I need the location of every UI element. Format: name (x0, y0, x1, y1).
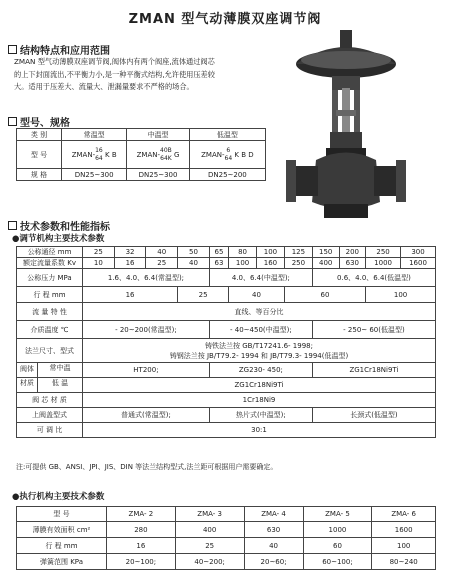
row-label: 阀 芯 材 质 (17, 393, 83, 408)
table-cell: 250 (366, 247, 401, 258)
table-cell: 400 (175, 522, 244, 538)
table-cell: ZG230- 450; (209, 363, 312, 378)
table-cell: 32 (114, 247, 146, 258)
model-spec-table (16, 128, 266, 181)
table-cell: 65 (209, 247, 228, 258)
table-header-cell: 中温型 (127, 129, 189, 141)
table-cell: 630 (244, 522, 303, 538)
table-cell: 80 (229, 247, 257, 258)
table-cell: 60 (284, 287, 365, 303)
row-label: 可 调 比 (17, 423, 83, 438)
table-cell: 1000 (366, 258, 401, 269)
table-header-cell: 类 别 (17, 129, 62, 141)
table-cell: 30:1 (83, 423, 436, 438)
table-cell: 长颈式(低温型) (312, 408, 435, 423)
table-cell: 1600 (372, 522, 436, 538)
table-cell: 100 (372, 538, 436, 554)
table-cell: 250 (284, 258, 312, 269)
table-cell: 125 (284, 247, 312, 258)
table-cell: 80~240 (372, 554, 436, 570)
section-model-heading: 型号、规格 (8, 114, 70, 129)
table-header-cell: 低温型 (189, 129, 265, 141)
table-cell: 300 (401, 247, 436, 258)
body-material-label: 阀体 常中温 (17, 363, 83, 378)
model-code-medium: ZMAN-40B 64K G (127, 141, 189, 169)
spec-cell: DN25~300 (127, 169, 189, 181)
table-cell: 1000 (303, 522, 372, 538)
table-header-cell: ZMA- 2 (107, 507, 176, 522)
row-label: 行 程 mm (17, 287, 83, 303)
model-label: 型 号 (17, 141, 62, 169)
regulating-params-table (16, 246, 436, 438)
row-label: 行 程 mm (17, 538, 107, 554)
table-cell: 280 (107, 522, 176, 538)
table-note: 注:可提供 GB、ANSI、JPI、JIS、DIN 等法兰结构型式,法兰距可根据用户需要确定。 (16, 463, 278, 471)
table-cell: 630 (339, 258, 366, 269)
table-cell: 100 (229, 258, 257, 269)
table-cell: 普通式(常温型); (83, 408, 210, 423)
table-cell: 4.0、6.4(中温型); (209, 269, 312, 287)
table-cell: - 250~ 60(低温型) (312, 321, 435, 339)
table-cell: 20~100; (107, 554, 176, 570)
table-cell: 40 (229, 287, 285, 303)
table-cell: 40 (146, 247, 178, 258)
table-cell: 25 (175, 538, 244, 554)
table-header-cell: 型 号 (17, 507, 107, 522)
table-cell: 20~60; (244, 554, 303, 570)
table-header-cell: ZMA- 5 (303, 507, 372, 522)
table-header-cell: ZMA- 3 (175, 507, 244, 522)
row-label: 法兰尺寸、型式 (17, 339, 83, 363)
table-cell: HT200; (83, 363, 210, 378)
row-label: 公称通径 mm (17, 247, 83, 258)
table-cell: 16 (83, 287, 178, 303)
table-cell: 40 (178, 258, 210, 269)
square-bullet-icon (8, 45, 17, 54)
table-cell: 25 (146, 258, 178, 269)
section-structure-heading: 结构特点和应用范围 (8, 42, 110, 57)
table-cell: 400 (312, 258, 339, 269)
table-cell: 50 (178, 247, 210, 258)
table-cell: 1Cr18Ni9 (83, 393, 436, 408)
square-bullet-icon (8, 117, 17, 126)
table-cell: 100 (256, 247, 284, 258)
spec-cell: DN25~200 (189, 169, 265, 181)
square-bullet-icon (8, 221, 17, 230)
table-cell: 40 (244, 538, 303, 554)
table-cell: 直线、等百分比 (83, 303, 436, 321)
table-cell: - 20~200(常温型); (83, 321, 210, 339)
row-label: 薄膜有效面积 cm² (17, 522, 107, 538)
row-label: 弹簧范围 KPa (17, 554, 107, 570)
row-label: 流 量 特 性 (17, 303, 83, 321)
model-code-normal: ZMAN-16 64 K B (62, 141, 127, 169)
structure-description: ZMAN 型气动薄膜双座调节阀,阀体内有两个阀座,流体通过阀芯 的上下封面流出,不平衡力小,是一种平衡式结构,允许使用压差较 大。适用于压差大、流量大、泄漏量要求不严格的场合。 (14, 57, 215, 91)
section-params-heading: 技术参数和性能指标 (8, 218, 110, 233)
table-cell: 16 (114, 258, 146, 269)
table-cell: 100 (366, 287, 436, 303)
row-label: 上阀盖型式 (17, 408, 83, 423)
table-cell: 0.6、4.0、6.4(低温型) (312, 269, 435, 287)
actuator-subheading: ●执行机构主要技术参数 (12, 492, 105, 502)
table-cell: ZG1Cr18Ni9Ti (83, 378, 436, 393)
table-cell: 150 (312, 247, 339, 258)
table-cell: 200 (339, 247, 366, 258)
table-header-cell: ZMA- 4 (244, 507, 303, 522)
table-cell: 60~100; (303, 554, 372, 570)
table-cell: 40~200; (175, 554, 244, 570)
table-cell: 25 (178, 287, 229, 303)
page-title: ZMAN 型气动薄膜双座调节阀 (128, 12, 322, 27)
table-cell: 10 (83, 258, 115, 269)
table-cell: ZG1Cr18Ni9Ti (312, 363, 435, 378)
table-header-cell: ZMA- 6 (372, 507, 436, 522)
model-code-low: ZMAN-6 64 K B D (189, 141, 265, 169)
regulating-subheading: ●调节机构主要技术参数 (12, 234, 105, 244)
row-label: 额定流量系数 Kv (17, 258, 83, 269)
body-material-label: 材质 低 温 (17, 378, 83, 393)
table-cell: 16 (107, 538, 176, 554)
table-cell: 160 (256, 258, 284, 269)
table-cell: 63 (209, 258, 228, 269)
table-cell: 1.6、4.0、6.4(常温型); (83, 269, 210, 287)
row-label: 介质温度 ℃ (17, 321, 83, 339)
spec-label: 规 格 (17, 169, 62, 181)
table-cell: 热片式(中温型); (209, 408, 312, 423)
table-cell: 1600 (401, 258, 436, 269)
spec-cell: DN25~300 (62, 169, 127, 181)
valve-illustration (286, 20, 410, 226)
table-cell: 铸铁法兰按 GB/T17241.6- 1998; 铸钢法兰按 JB/T79.2- 1994 和 JB/T79.3- 1994(低温型) (83, 339, 436, 363)
table-cell: 60 (303, 538, 372, 554)
table-cell: - 40~450(中温型); (209, 321, 312, 339)
table-header-cell: 常温型 (62, 129, 127, 141)
actuator-params-table (16, 506, 436, 570)
table-cell: 25 (83, 247, 115, 258)
row-label: 公称压力 MPa (17, 269, 83, 287)
